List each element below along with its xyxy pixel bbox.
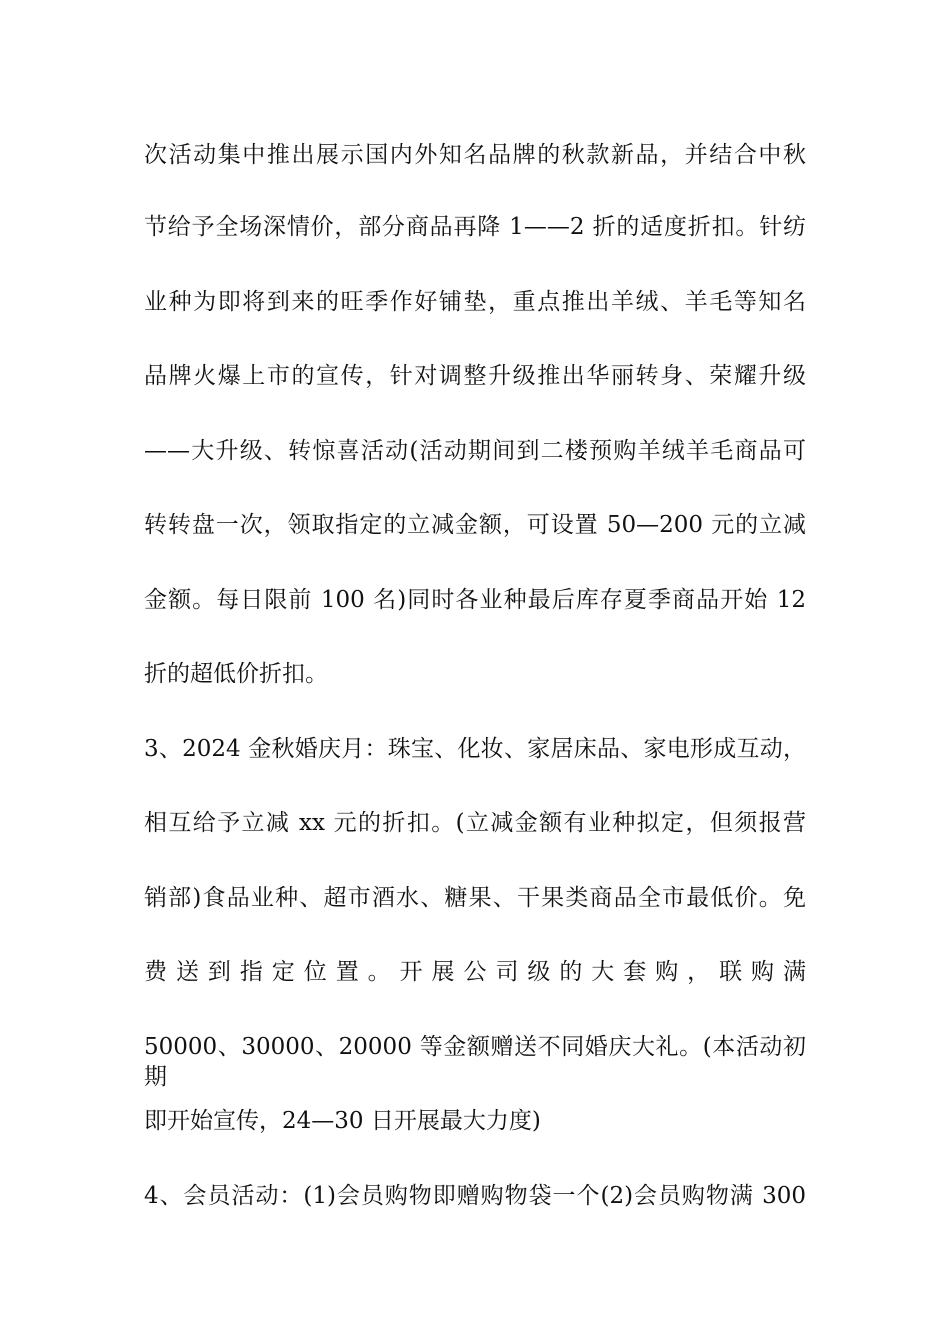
text-line-6: 转转盘一次，领取指定的立减金额，可设置 50—200 元的立减	[144, 512, 806, 538]
text-line-9: 3、2024 金秋婚庆月：珠宝、化妆、家居床品、家电形成互动，	[144, 736, 806, 762]
text-line-4: 品牌火爆上市的宣传，针对调整升级推出华丽转身、荣耀升级	[144, 363, 806, 389]
text-line-3: 业种为即将到来的旺季作好铺垫，重点推出羊绒、羊毛等知名	[144, 289, 806, 315]
text-line-13: 50000、30000、20000 等金额赠送不同婚庆大礼。(本活动初期	[144, 1034, 806, 1090]
text-line-14: 即开始宣传，24—30 日开展最大力度)	[144, 1108, 541, 1134]
text-line-8: 折的超低价折扣。	[144, 661, 328, 687]
text-line-15: 4、会员活动：(1)会员购物即赠购物袋一个(2)会员购物满 300	[144, 1183, 806, 1209]
text-line-7: 金额。每日限前 100 名)同时各业种最后库存夏季商品开始 12	[144, 587, 806, 613]
text-line-10: 相互给予立减 xx 元的折扣。(立减金额有业种拟定，但须报营	[144, 810, 806, 836]
text-line-2: 节给予全场深情价，部分商品再降 1——2 折的适度折扣。针纺	[144, 214, 806, 240]
text-line-1: 次活动集中推出展示国内外知名品牌的秋款新品，并结合中秋	[144, 142, 806, 168]
text-line-12: 费送到指定位置。开展公司级的大套购，联购满	[144, 959, 806, 985]
text-line-11: 销部)食品业种、超市酒水、糖果、干果类商品全市最低价。免	[144, 885, 806, 911]
text-line-5: ——大升级、转惊喜活动(活动期间到二楼预购羊绒羊毛商品可	[144, 438, 806, 464]
